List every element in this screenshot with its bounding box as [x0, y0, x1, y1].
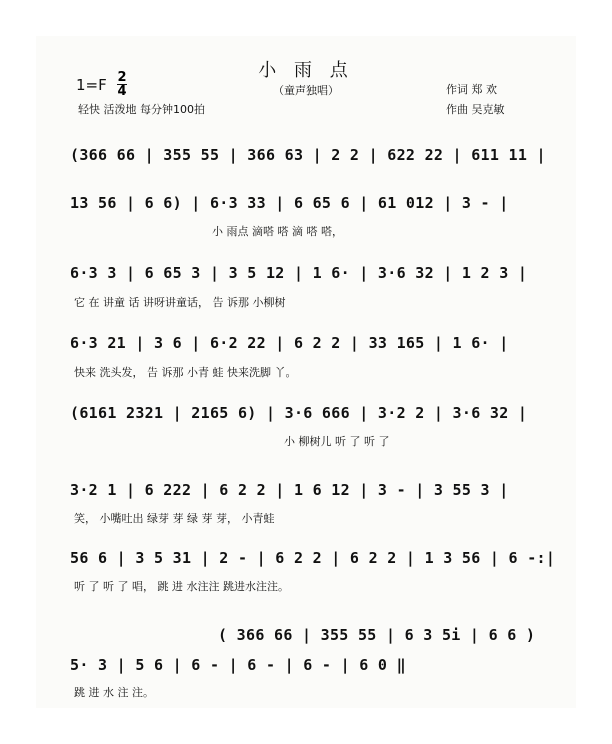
lyrics-line-5: 小 柳树儿 听 了 听 了: [284, 435, 390, 448]
song-subtitle: （童声独唱）: [273, 84, 339, 97]
lyrics-line-4: 快来 洗头发， 告 诉那 小青 蛙 快来洗脚 丫。: [74, 366, 297, 379]
time-signature-bottom: 4: [117, 84, 127, 99]
notation-line-5: (6161 2321 | 2165 6) | 3·6 666 | 3·2 2 | 3·6 32 |: [70, 404, 528, 422]
notation-line-1: (366 66 | 355 55 | 366 63 | 2 2 | 622 22 | 611 11 |: [70, 146, 546, 164]
lyrics-line-8: 跳 进 水 注 注。: [74, 686, 154, 699]
key-signature: 1=F: [76, 76, 107, 94]
notation-line-2: 13 56 | 6 6) | 6·3 33 | 6 65 6 | 61 012 | 3 - |: [70, 194, 509, 212]
lyrics-line-7: 听 了 听 了 唱， 跳 进 水注注 跳进水注注。: [74, 580, 289, 593]
lyricist-credit: 作词 郑 欢: [446, 83, 497, 96]
lyrics-line-3: 它 在 讲童 话 讲呀讲童话， 告 诉那 小柳树: [74, 296, 286, 309]
composer-credit: 作曲 吴克敏: [446, 103, 505, 116]
lyrics-line-6: 笑， 小嘴吐出 绿芽 芽 绿 芽 芽， 小青蛙: [74, 512, 275, 525]
notation-line-8: 5· 3 | 5 6 | 6 - | 6 - | 6 - | 6 0 ‖: [70, 656, 406, 674]
time-signature: [117, 72, 127, 97]
notation-line-3: 6·3 3 | 6 65 3 | 3 5 12 | 1 6· | 3·6 32 | 1 2 3 |: [70, 264, 528, 282]
lyrics-line-2: 小 雨点 滴嗒 嗒 滴 嗒 嗒，: [212, 225, 343, 238]
tempo-marking: 轻快 活泼地 每分钟100拍: [78, 103, 205, 116]
notation-line-8-upper: ( 366 66 | 355 55 | 6 3 5i | 6 6 ): [218, 626, 536, 644]
song-title: 小 雨 点: [258, 60, 354, 81]
notation-line-6: 3·2 1 | 6 222 | 6 2 2 | 1 6 12 | 3 - | 3 55 3 |: [70, 481, 509, 499]
time-signature-top: 2: [117, 70, 127, 85]
notation-line-7: 56 6 | 3 5 31 | 2 - | 6 2 2 | 6 2 2 | 1 3 56 | 6 -:|: [70, 549, 556, 567]
notation-line-4: 6·3 21 | 3 6 | 6·2 22 | 6 2 2 | 33 165 | 1 6· |: [70, 334, 509, 352]
